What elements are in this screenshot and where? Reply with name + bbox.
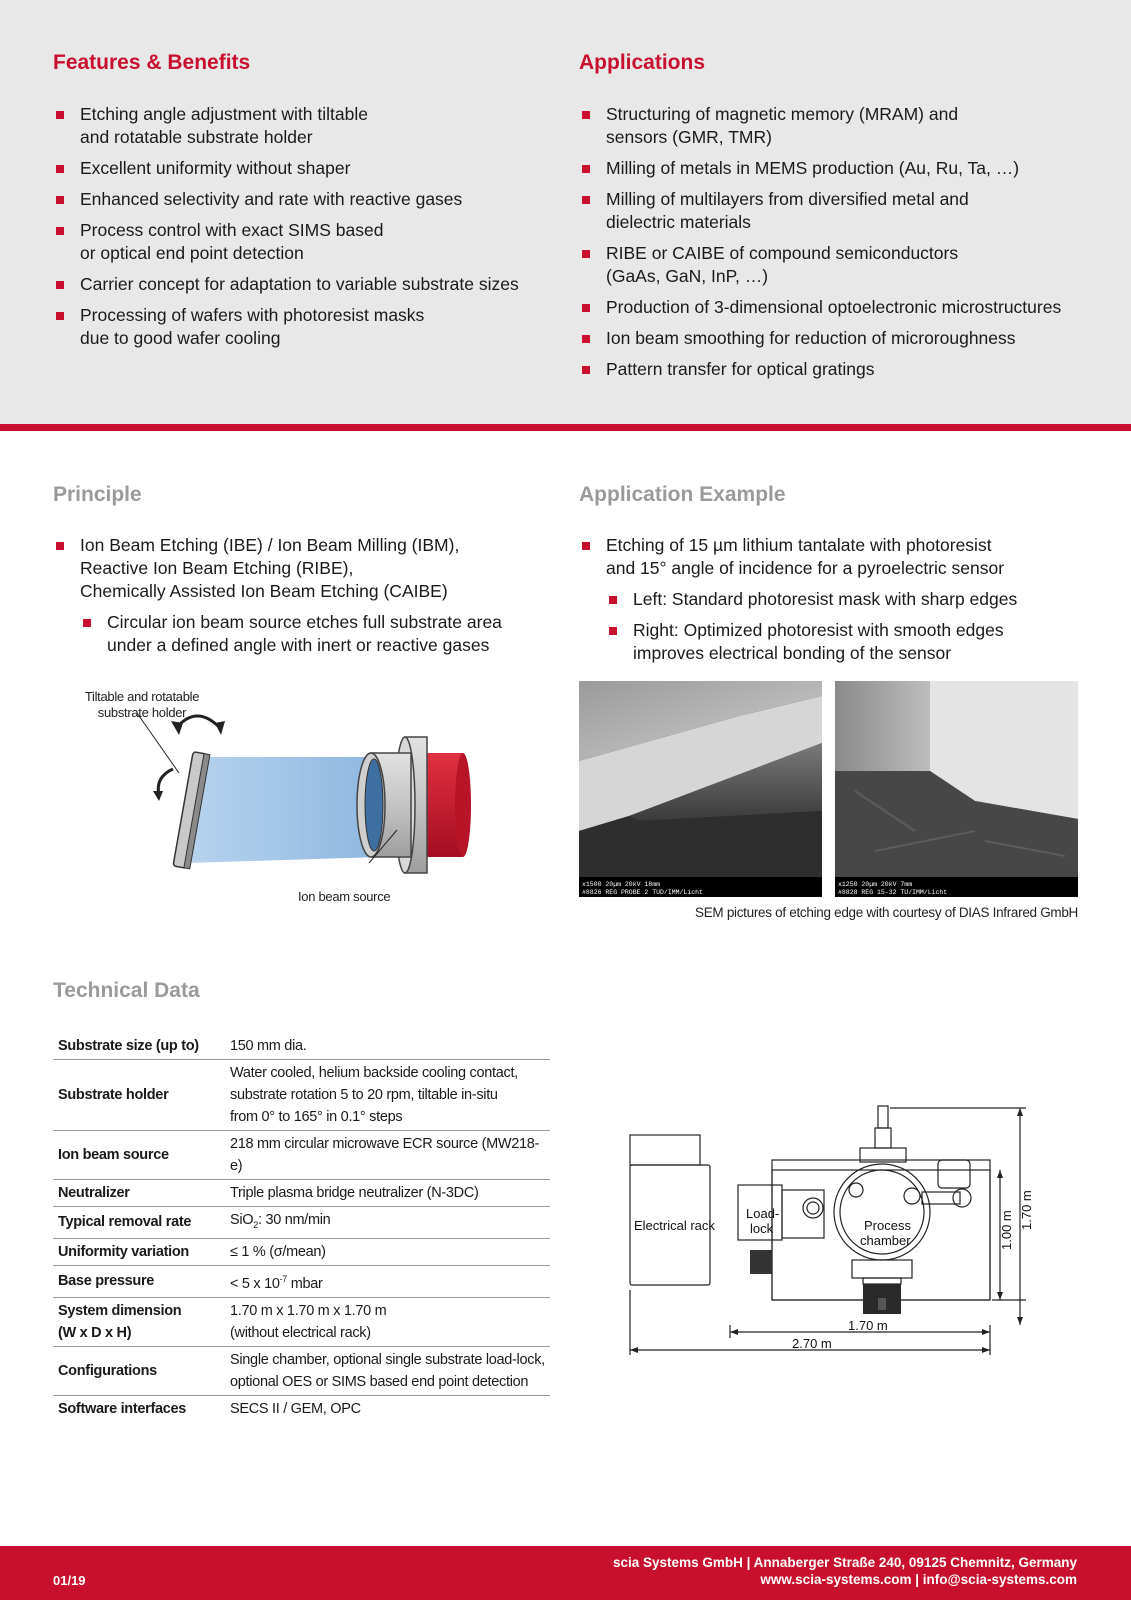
list-item xyxy=(53,304,553,350)
item-line: Reactive Ion Beam Etching (RIBE), xyxy=(80,558,354,578)
item-line: Milling of multilayers from diversified metal and xyxy=(606,189,969,209)
item-line: Circular ion beam source etches full substrate area xyxy=(107,612,502,632)
sem-image-left xyxy=(579,681,822,897)
tech-key: Neutralizer xyxy=(53,1180,225,1207)
sub-list-item xyxy=(606,588,1099,611)
item-line: (GaAs, GaN, InP, …) xyxy=(606,266,769,286)
item-line: due to good wafer cooling xyxy=(80,328,281,348)
item-line: Etching of 15 µm lithium tantalate with photoresist xyxy=(606,535,992,555)
tech-key: Substrate holder xyxy=(53,1060,225,1131)
item-line: Enhanced selectivity and rate with reactive gases xyxy=(80,189,463,209)
load-lock-label-2: lock xyxy=(750,1221,774,1236)
principle-list xyxy=(53,534,553,665)
sem-right-info-2: #8828 REG 15-32 TU/IMM/Licht xyxy=(838,889,948,896)
tech-value: ≤ 1 % (σ/mean) xyxy=(225,1238,550,1265)
chamber-base xyxy=(852,1260,912,1278)
dim-total-width-label: 2.70 m xyxy=(792,1336,832,1351)
item-line: Structuring of magnetic memory (MRAM) and xyxy=(606,104,959,124)
item-line: Right: Optimized photoresist with smooth edges xyxy=(633,620,1004,640)
list-item xyxy=(579,188,1099,234)
item-line: RIBE or CAIBE of compound semiconductors xyxy=(606,243,959,263)
tech-key: Typical removal rate xyxy=(53,1207,225,1239)
item-line: dielectric materials xyxy=(606,212,751,232)
tech-value: Single chamber, optional single substrate load-lock, optional OES or SIMS based end point detection xyxy=(225,1346,550,1395)
value-part: < 5 x 10 xyxy=(230,1275,280,1292)
dim-inner-height-label: 1.00 m xyxy=(999,1210,1014,1250)
rotate-arrowhead-icon xyxy=(153,791,163,801)
applications-list xyxy=(579,103,1099,389)
sub-list-item xyxy=(80,611,553,657)
viewport-icon xyxy=(803,1198,823,1218)
app-example-list xyxy=(579,534,1099,673)
tech-value: 150 mm dia. xyxy=(225,1033,550,1060)
system-layout-drawing xyxy=(620,1100,1040,1365)
item-line: Excellent uniformity without shaper xyxy=(80,158,351,178)
label-line: substrate holder xyxy=(97,705,187,720)
load-lock-pump xyxy=(750,1250,772,1274)
tech-key: Base pressure xyxy=(53,1265,225,1297)
list-item xyxy=(53,188,553,211)
app-example-heading: Application Example xyxy=(579,483,786,506)
list-item xyxy=(579,358,1099,381)
company-address: scia Systems GmbH | Annaberger Straße 240, 09125 Chemnitz, Germany xyxy=(613,1555,1077,1570)
footer-contact xyxy=(613,1554,1077,1588)
company-web-email[interactable]: www.scia-systems.com | info@scia-systems.com xyxy=(760,1572,1077,1587)
tilt-arrowhead-icon xyxy=(215,721,225,735)
tech-value: Triple plasma bridge neutralizer (N-3DC) xyxy=(225,1180,550,1207)
item-line: improves electrical bonding of the sensor xyxy=(633,643,952,663)
sub-list-item xyxy=(606,619,1099,665)
principle-heading: Principle xyxy=(53,483,142,506)
features-list xyxy=(53,103,553,358)
ion-beam xyxy=(187,757,380,863)
tech-value: 1.70 m x 1.70 m x 1.70 m (without electrical rack) xyxy=(225,1297,550,1346)
holder-label xyxy=(68,689,216,721)
sem-right-info-1: x1250 20µm 20kV 7mm xyxy=(838,881,913,888)
process-label-2: chamber xyxy=(860,1233,911,1248)
process-label-1: Process xyxy=(864,1218,911,1233)
item-line: Pattern transfer for optical gratings xyxy=(606,359,875,379)
item-line: Carrier concept for adaptation to variable substrate sizes xyxy=(80,274,519,294)
item-line: and 15° angle of incidence for a pyroelectric sensor xyxy=(606,558,1005,578)
viewport-inner-icon xyxy=(807,1202,819,1214)
item-line: Processing of wafers with photoresist masks xyxy=(80,305,425,325)
list-item xyxy=(579,327,1099,350)
item-line: Ion beam smoothing for reduction of microroughness xyxy=(606,328,1016,348)
item-line: Left: Standard photoresist mask with sharp edges xyxy=(633,589,1018,609)
tech-key: Configurations xyxy=(53,1346,225,1395)
applications-heading: Applications xyxy=(579,51,706,74)
table-row xyxy=(53,1265,550,1297)
table-row xyxy=(53,1238,550,1265)
item-line: sensors (GMR, TMR) xyxy=(606,127,772,147)
table-row xyxy=(53,1131,550,1180)
table-row xyxy=(53,1297,550,1346)
chamber-port-icon xyxy=(849,1183,863,1197)
list-item xyxy=(53,273,553,296)
source-end xyxy=(455,753,471,857)
chamber-top-port xyxy=(875,1128,891,1148)
features-heading: Features & Benefits xyxy=(53,51,251,74)
sem-left-info-1: x1500 20µm 20kV 18mm xyxy=(582,881,661,888)
list-item xyxy=(53,157,553,180)
item-line: and rotatable substrate holder xyxy=(80,127,313,147)
list-item xyxy=(579,242,1099,288)
table-row xyxy=(53,1033,550,1060)
list-item xyxy=(53,219,553,265)
tech-value: SECS II / GEM, OPC xyxy=(230,1400,361,1417)
sem-caption: SEM pictures of etching edge with courtesy of DIAS Infrared GmbH xyxy=(695,905,1078,920)
tech-table xyxy=(53,1033,550,1422)
item-line: or optical end point detection xyxy=(80,243,304,263)
rack-label: Electrical rack xyxy=(634,1218,715,1233)
table-row xyxy=(53,1207,550,1239)
tech-value: 218 mm circular microwave ECR source (MW218-e) xyxy=(225,1131,550,1180)
tech-value: Water cooled, helium backside cooling contact, substrate rotation 5 to 20 rpm, tiltable in-situ from 0° to 165° in 0.1° steps xyxy=(225,1060,550,1131)
item-line: Milling of metals in MEMS production (Au, Ru, Ta, …) xyxy=(606,158,1020,178)
list-item xyxy=(53,534,553,657)
item-line: Production of 3-dimensional optoelectronic microstructures xyxy=(606,297,1062,317)
footer xyxy=(0,1546,1131,1600)
value-subscript: 2 xyxy=(253,1219,258,1230)
pump-flange xyxy=(863,1278,901,1284)
source-flange-icon xyxy=(953,1189,971,1207)
tech-value xyxy=(225,1207,550,1239)
load-lock-box xyxy=(782,1190,824,1238)
value-superscript: -7 xyxy=(279,1273,288,1284)
chamber-viewport-icon xyxy=(904,1188,920,1204)
cable-chain xyxy=(938,1160,970,1188)
list-item xyxy=(53,103,553,149)
table-row xyxy=(53,1060,550,1131)
divider-line xyxy=(0,424,1131,431)
list-item xyxy=(579,103,1099,149)
list-item xyxy=(579,157,1099,180)
label-line: Tiltable and rotatable xyxy=(84,689,200,704)
value-part: SiO xyxy=(230,1212,254,1228)
page-number: 01/19 xyxy=(53,1573,86,1588)
top-manipulator xyxy=(878,1106,888,1128)
tech-key: System dimension (W x D x H) xyxy=(53,1297,225,1346)
load-lock-label-1: Load- xyxy=(746,1206,780,1221)
rack-top xyxy=(630,1135,700,1165)
tech-key: Ion beam source xyxy=(53,1131,225,1180)
tech-key: Uniformity variation xyxy=(53,1238,225,1265)
list-item xyxy=(579,296,1099,319)
tech-key: Software interfaces xyxy=(58,1400,187,1417)
dim-total-height-label: 1.70 m xyxy=(1019,1190,1034,1230)
item-line: under a defined angle with inert or reactive gases xyxy=(107,635,490,655)
item-line: Etching angle adjustment with tiltable xyxy=(80,104,368,124)
item-line: Chemically Assisted Ion Beam Etching (CAIBE) xyxy=(80,581,448,601)
item-line: Process control with exact SIMS based xyxy=(80,220,384,240)
source-label: Ion beam source xyxy=(298,889,391,904)
value-part: : 30 nm/min xyxy=(258,1212,331,1228)
sem-left-info-2: #8826 REG PROBE 2 TUD/IMM/Licht xyxy=(582,889,703,896)
table-row xyxy=(53,1395,550,1422)
table-row xyxy=(53,1180,550,1207)
sem-image-right xyxy=(835,681,1078,897)
tilt-arrowhead-icon xyxy=(171,721,183,735)
table-row xyxy=(53,1346,550,1395)
tech-value xyxy=(225,1265,550,1297)
dim-inner-width-label: 1.70 m xyxy=(848,1318,888,1333)
list-item xyxy=(579,534,1099,665)
value-part: mbar xyxy=(287,1275,323,1292)
item-line: Ion Beam Etching (IBE) / Ion Beam Milling (IBM), xyxy=(80,535,460,555)
tech-heading: Technical Data xyxy=(53,979,200,1002)
tech-key: Substrate size (up to) xyxy=(53,1033,225,1060)
source-aperture xyxy=(365,759,383,851)
